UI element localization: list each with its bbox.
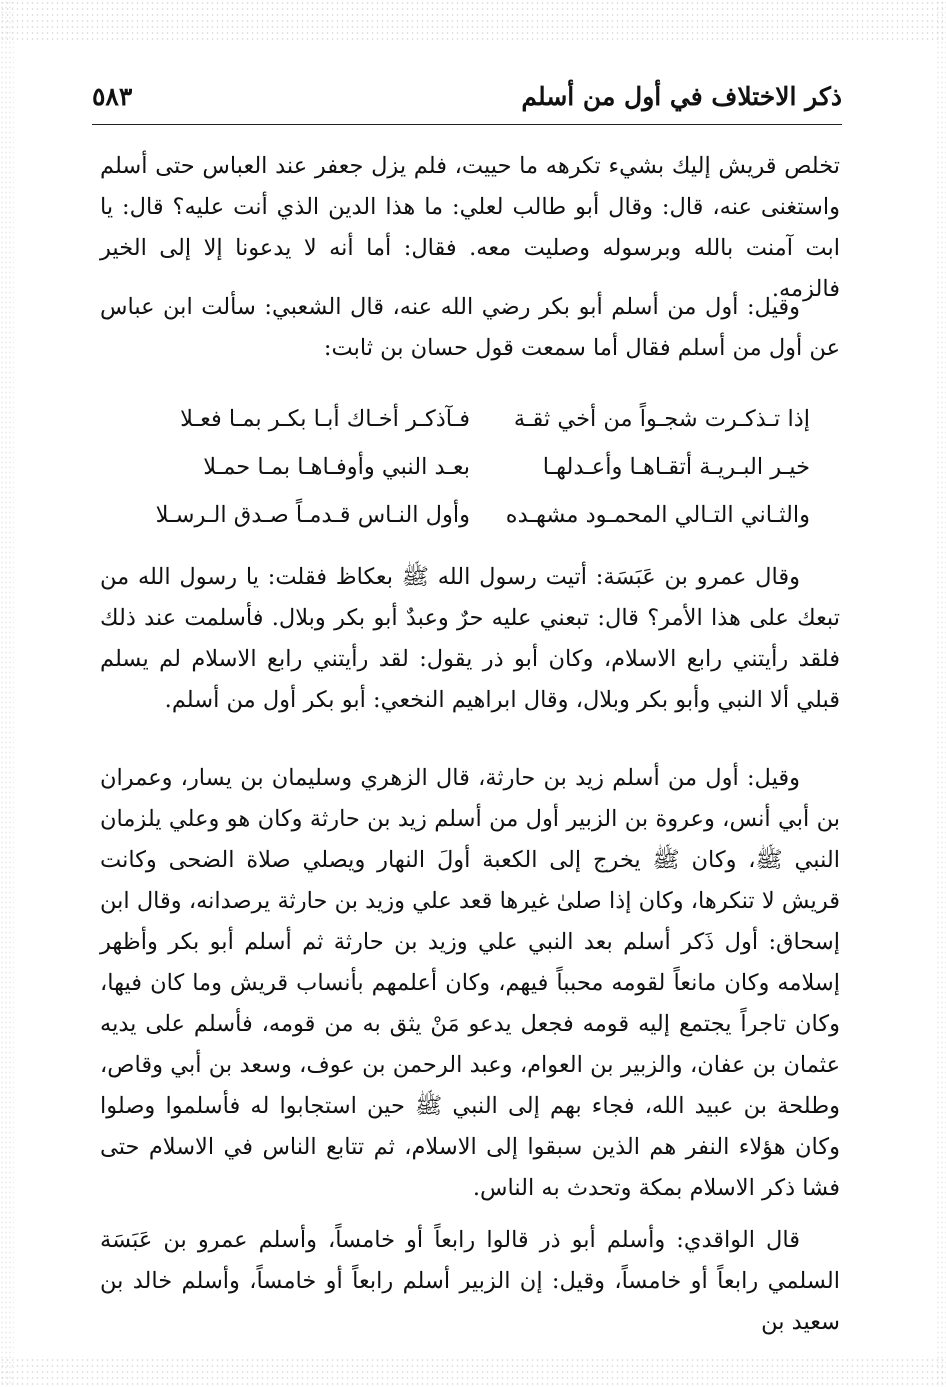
poem-line — [115, 395, 810, 443]
verse-second-hemistich: فـآذكـر أخـاك أبـا بكـر بمـا فعـلا — [180, 406, 470, 432]
poem-line — [115, 443, 810, 491]
running-title: ذكر الاختلاف في أول من أسلم — [521, 82, 842, 111]
page-header — [92, 82, 842, 118]
verse-first-hemistich: خيـر البـريـة أتقـاهـا وأعـدلهـا — [542, 454, 810, 480]
verse-first-hemistich: إذا تـذكـرت شجـواً من أخي ثقـة — [513, 406, 810, 432]
verse-second-hemistich: وأول النـاس قـدمـاً صـدق الـرسـلا — [155, 502, 470, 528]
header-rule — [92, 124, 842, 125]
paragraph-2: وقيل: أول من أسلم أبو بكر رضي الله عنه، قال الشعبي: سألت ابن عباس عن أول من أسلم فقال أما سمعت قول حسان بن ثابت: — [100, 294, 840, 361]
scan-noise-bottom — [0, 1357, 946, 1387]
paragraph-4: وقيل: أول من أسلم زيد بن حارثة، قال الزهري وسليمان بن يسار، وعمران بن أبي أنس، وعروة بن الزبير أول من أسلم زيد بن حارثة وكان هو وعلي يلزمان النبي ﷺ، وكان ﷺ يخرج إلى الكعبة أولَ النهار ويصلي صلاة الضحى وكانت قريش لا تنكرها، وكان إذا صلىٰ غيرها قعد علي وزيد بن حارثة يرصدانه، وقال ابن إسحاق: أول ذَكر أسلم بعد النبي علي وزيد بن حارثة ثم أسلم أبو بكر وأظهر إسلامه وكان مانعاً لقومه محبباً فيهم، وكان أعلمهم بأنساب قريش وما كان فيها، وكان تاجراً يجتمع إليه قومه فجعل يدعو مَنْ يثق به من قومه، فأسلم على يديه عثمان بن عفان، والزبير بن العوام، وعبد الرحمن بن عوف، وسعد بن أبي وقاص، وطلحة بن عبيد الله، فجاء بهم إلى النبي ﷺ حين استجابوا له فأسلموا وصلوا وكان هؤلاء النفر هم الذين سبقوا إلى الاسلام، ثم تتابع الناس في الاسلام حتى فشا ذكر الاسلام بمكة وتحدث به الناس. — [100, 765, 840, 1201]
paragraph-1: تخلص قريش إليك بشيء تكرهه ما حييت، فلم يزل جعفر عند العباس حتى أسلم واستغنى عنه، قال: وقال أبو طالب لعلي: ما هذا الدين الذي أنت عليه؟ قال: يا ابت آمنت بالله وبرسوله وصليت معه. فقال: أما أنه لا يدعونا إلا إلى الخير فالزمه. — [100, 153, 840, 302]
scan-noise-right — [936, 0, 946, 1387]
poem-line — [115, 491, 810, 539]
verse-first-hemistich: والثـاني التـالي المحمـود مشهـده — [505, 502, 810, 528]
paragraph-3: وقال عمرو بن عَبَسَة: أتيت رسول الله ﷺ بعكاظ فقلت: يا رسول الله من تبعك على هذا الأمر؟ قال: تبعني عليه حرٌ وعبدٌ أبو بكر وبلال. فأسلمت عند ذلك فلقد رأيتني رابع الاسلام، وكان أبو ذر يقول: لقد رأيتني رابع الاسلام لم يسلم قبلي ألا النبي وأبو بكر وبلال، وقال ابراهيم النخعي: أبو بكر أول من أسلم. — [100, 564, 840, 713]
verse-second-hemistich: بعـد النبي وأوفـاهـا بمـا حمـلا — [203, 454, 470, 480]
page-number: ٥٨٣ — [92, 82, 133, 111]
poem-verses — [115, 395, 810, 539]
scan-noise-top — [0, 0, 946, 40]
scan-noise-left — [0, 0, 14, 1387]
paragraph-5: قال الواقدي: وأسلم أبو ذر قالوا رابعاً أو خامساً، وأسلم عمرو بن عَبَسَة السلمي رابعاً أو خامساً، وقيل: إن الزبير أسلم رابعاً أو خامساً، وأسلم خالد بن سعيد بن — [100, 1227, 840, 1335]
